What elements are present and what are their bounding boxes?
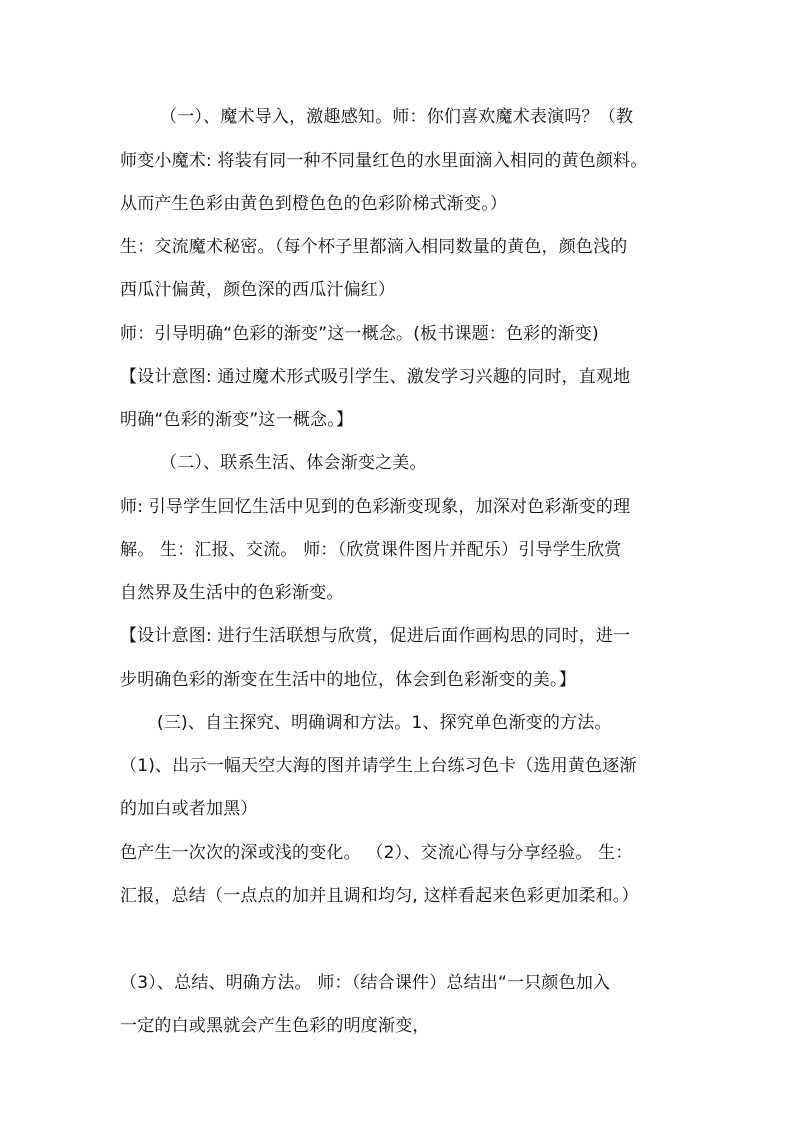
paragraph-line-5: 西瓜汁偏黄，颜色深的西瓜汁偏红） [120,280,396,300]
section-heading-2: （二）、联系生活、体会渐变之美。 [160,453,427,473]
paragraph-line-2: 师变小魔术: 将装有同一种不同量红色的水里面滴入相同的黄色颜料。 [120,151,648,171]
paragraph-line-8: 明确“色彩的渐变”这一概念。】 [120,410,354,430]
paragraph-line-3: 从而产生色彩由黄色到橙色色的色彩阶梯式渐变。） [120,194,508,214]
paragraph-line-13: 【设计意图: 进行生活联想与欣赏，促进后面作画构思的同时，进一 [120,626,631,646]
section-heading-3: (三)、自主探究、明确调和方法。1、探究单色渐变的方法。 [157,713,612,733]
paragraph-line-14: 步明确色彩的渐变在生活中的地位，体会到色彩渐变的美。】 [120,670,576,690]
paragraph-line-7: 【设计意图: 通过魔术形式吸引学生、激发学习兴趣的同时，直观地 [120,367,631,387]
paragraph-line-11: 解。 生：汇报、交流。 师：（欣赏课件图片并配乐）引导学生欣赏 [120,540,622,560]
paragraph-line-16: （1)、出示一幅天空大海的图并请学生上台练习色卡（选用黄色逐渐 [120,756,637,776]
paragraph-line-6: 师：引导明确“色彩的渐变”这一概念。(板书课题：色彩的渐变) [120,324,599,344]
paragraph-line-21: 一定的白或黑就会产生色彩的明度渐变， [120,1016,430,1036]
paragraph-line-19: 汇报，总结（一点点的加并且调和均匀, 这样看起来色彩更加柔和。） [120,886,639,906]
paragraph-line-18: 色产生一次次的深或浅的变化。 （2）、交流心得与分享经验。 生： [120,843,633,863]
paragraph-line-10: 师: 引导学生回忆生活中见到的色彩渐变现象，加深对色彩渐变的理 [120,497,631,517]
paragraph-line-17: 的加白或者加黑） [120,799,258,819]
paragraph-line-20: （3）、总结、明确方法。 师：（结合课件）总结出“一只颜色加入 [120,973,611,993]
paragraph-line-12: 自然界及生活中的色彩渐变。 [120,583,344,603]
paragraph-line-4: 生：交流魔术秘密。（每个杯子里都滴入相同数量的黄色，颜色浅的 [120,237,628,257]
paragraph-line-1: （一）、魔术导入，激趣感知。师：你们喜欢魔术表演吗？（教 [160,107,634,127]
